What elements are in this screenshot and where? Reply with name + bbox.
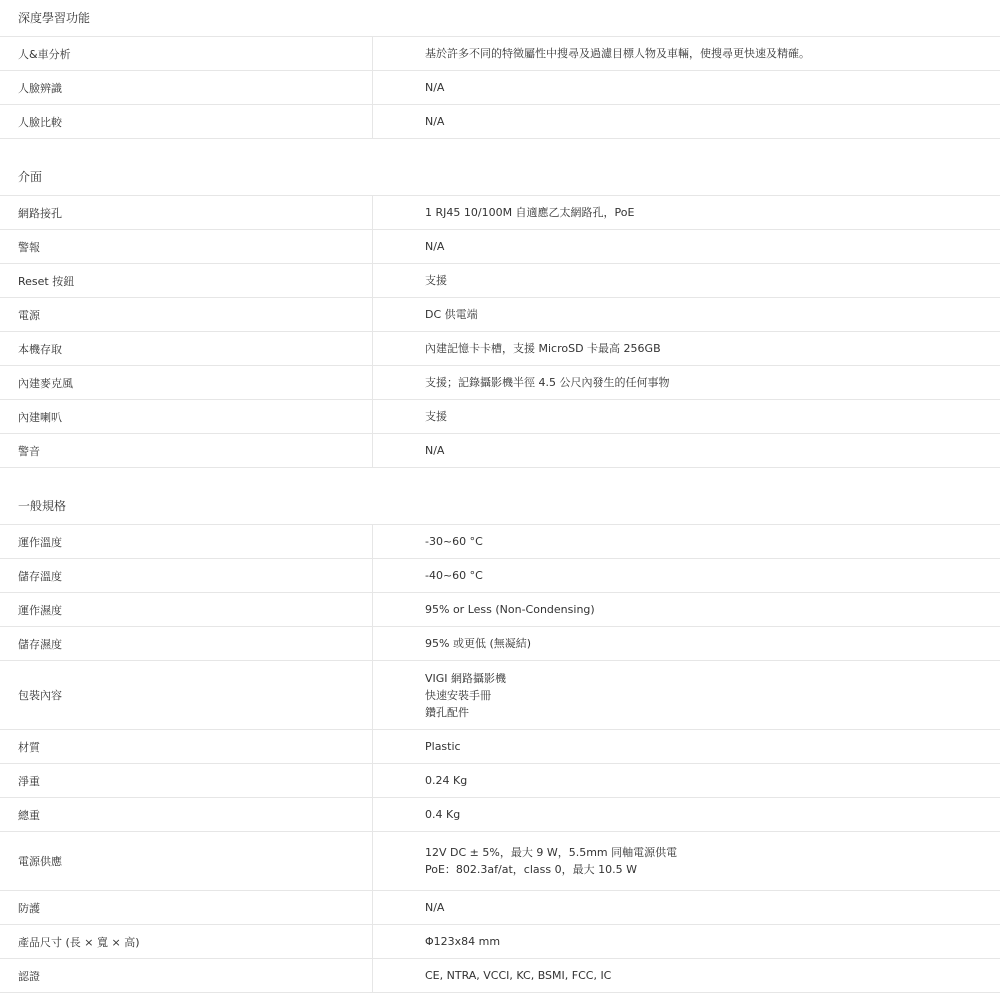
spec-row bbox=[0, 230, 1000, 264]
spec-row bbox=[0, 661, 1000, 730]
spec-row bbox=[0, 298, 1000, 332]
spec-row bbox=[0, 627, 1000, 661]
spec-row bbox=[0, 366, 1000, 400]
spec-value-line: 0.24 Kg bbox=[425, 774, 468, 787]
spec-label: Reset 按鈕 bbox=[0, 264, 372, 297]
spec-label: 電源供應 bbox=[0, 832, 372, 890]
spec-value bbox=[372, 730, 1000, 763]
spec-label: 淨重 bbox=[0, 764, 372, 797]
spec-row bbox=[0, 37, 1000, 71]
spec-label: 本機存取 bbox=[0, 332, 372, 365]
spec-label: 防護 bbox=[0, 891, 372, 924]
spec-value bbox=[372, 832, 1000, 890]
spec-value bbox=[372, 925, 1000, 958]
spec-value bbox=[372, 298, 1000, 331]
spec-value-line: CE, NTRA, VCCI, KC, BSMI, FCC, IC bbox=[425, 969, 612, 982]
spec-row bbox=[0, 196, 1000, 230]
spec-row bbox=[0, 332, 1000, 366]
spec-value bbox=[372, 71, 1000, 104]
spec-row bbox=[0, 891, 1000, 925]
spec-row bbox=[0, 593, 1000, 627]
spec-label: 運作濕度 bbox=[0, 593, 372, 626]
spec-value-line: N/A bbox=[425, 444, 445, 457]
spec-value bbox=[372, 105, 1000, 138]
spec-value bbox=[372, 366, 1000, 399]
spec-value-line: 快速安裝手冊 bbox=[425, 688, 491, 702]
spec-value bbox=[372, 230, 1000, 263]
spec-value-line: 95% 或更低 (無凝結) bbox=[425, 637, 532, 650]
spec-value bbox=[372, 764, 1000, 797]
spec-value-line: 95% or Less (Non-Condensing) bbox=[425, 603, 595, 616]
section-title-interface: 介面 bbox=[0, 159, 1000, 196]
spec-value bbox=[372, 264, 1000, 297]
spec-row bbox=[0, 959, 1000, 993]
section-spacer bbox=[0, 139, 1000, 159]
spec-value-line: 內建記憶卡卡槽，支援 MicroSD 卡最高 256GB bbox=[425, 342, 661, 355]
spec-value bbox=[372, 332, 1000, 365]
spec-row bbox=[0, 730, 1000, 764]
spec-label: 認證 bbox=[0, 959, 372, 992]
spec-row bbox=[0, 764, 1000, 798]
spec-value bbox=[372, 891, 1000, 924]
spec-label: 運作溫度 bbox=[0, 525, 372, 558]
section-spacer bbox=[0, 468, 1000, 488]
spec-label: 內建喇叭 bbox=[0, 400, 372, 433]
spec-row bbox=[0, 71, 1000, 105]
spec-value-line: PoE：802.3af/at，class 0，最大 10.5 W bbox=[425, 863, 637, 876]
spec-value bbox=[372, 661, 1000, 729]
spec-value bbox=[372, 196, 1000, 229]
spec-value-line: 支援 bbox=[425, 410, 447, 423]
spec-value-line: VIGI 網路攝影機 bbox=[425, 671, 507, 685]
spec-value bbox=[372, 798, 1000, 831]
spec-value-line: 基於許多不同的特徵屬性中搜尋及過濾目標人物及車輛，使搜尋更快速及精確。 bbox=[425, 47, 810, 60]
spec-row bbox=[0, 434, 1000, 468]
spec-value-line: DC 供電端 bbox=[425, 308, 478, 321]
spec-row bbox=[0, 832, 1000, 891]
spec-value bbox=[372, 400, 1000, 433]
spec-row bbox=[0, 798, 1000, 832]
spec-value bbox=[372, 959, 1000, 992]
spec-value bbox=[372, 627, 1000, 660]
spec-value-line: 支援；記錄攝影機半徑 4.5 公尺內發生的任何事物 bbox=[425, 376, 670, 389]
spec-label: 產品尺寸 (長 × 寬 × 高) bbox=[0, 925, 372, 958]
spec-value bbox=[372, 593, 1000, 626]
spec-label: 人臉比較 bbox=[0, 105, 372, 138]
spec-label: 包裝內容 bbox=[0, 661, 372, 729]
spec-value-line: N/A bbox=[425, 240, 445, 253]
spec-row bbox=[0, 264, 1000, 298]
spec-label: 儲存濕度 bbox=[0, 627, 372, 660]
spec-label: 總重 bbox=[0, 798, 372, 831]
spec-label: 人臉辨識 bbox=[0, 71, 372, 104]
spec-label: 網路接孔 bbox=[0, 196, 372, 229]
spec-label: 儲存溫度 bbox=[0, 559, 372, 592]
spec-value-line: 12V DC ± 5%，最大 9 W，5.5mm 同軸電源供電 bbox=[425, 846, 678, 859]
spec-row bbox=[0, 559, 1000, 593]
spec-value-line: -40~60 °C bbox=[425, 569, 483, 582]
spec-value bbox=[372, 525, 1000, 558]
spec-value bbox=[372, 37, 1000, 70]
spec-value-line: N/A bbox=[425, 81, 445, 94]
spec-value-line: -30~60 °C bbox=[425, 535, 483, 548]
spec-row bbox=[0, 400, 1000, 434]
spec-label: 電源 bbox=[0, 298, 372, 331]
spec-value bbox=[372, 434, 1000, 467]
spec-row bbox=[0, 525, 1000, 559]
spec-value-line: 1 RJ45 10/100M 自適應乙太網路孔，PoE bbox=[425, 206, 635, 219]
spec-row bbox=[0, 925, 1000, 959]
spec-value-line: N/A bbox=[425, 115, 445, 128]
section-title-general-specs: 一般規格 bbox=[0, 488, 1000, 525]
spec-value bbox=[372, 559, 1000, 592]
spec-label: 內建麥克風 bbox=[0, 366, 372, 399]
spec-label: 警音 bbox=[0, 434, 372, 467]
spec-label: 材質 bbox=[0, 730, 372, 763]
spec-value-line: 0.4 Kg bbox=[425, 808, 461, 821]
spec-value-line: 支援 bbox=[425, 274, 447, 287]
spec-value-line: 鑽孔配件 bbox=[425, 705, 469, 719]
section-title-deep-learning: 深度學習功能 bbox=[0, 0, 1000, 37]
spec-value-line: N/A bbox=[425, 901, 445, 914]
spec-label: 人&車分析 bbox=[0, 37, 372, 70]
spec-label: 警報 bbox=[0, 230, 372, 263]
spec-value-line: Plastic bbox=[425, 740, 461, 753]
spec-value-line: Φ123x84 mm bbox=[425, 935, 501, 948]
spec-row bbox=[0, 105, 1000, 139]
